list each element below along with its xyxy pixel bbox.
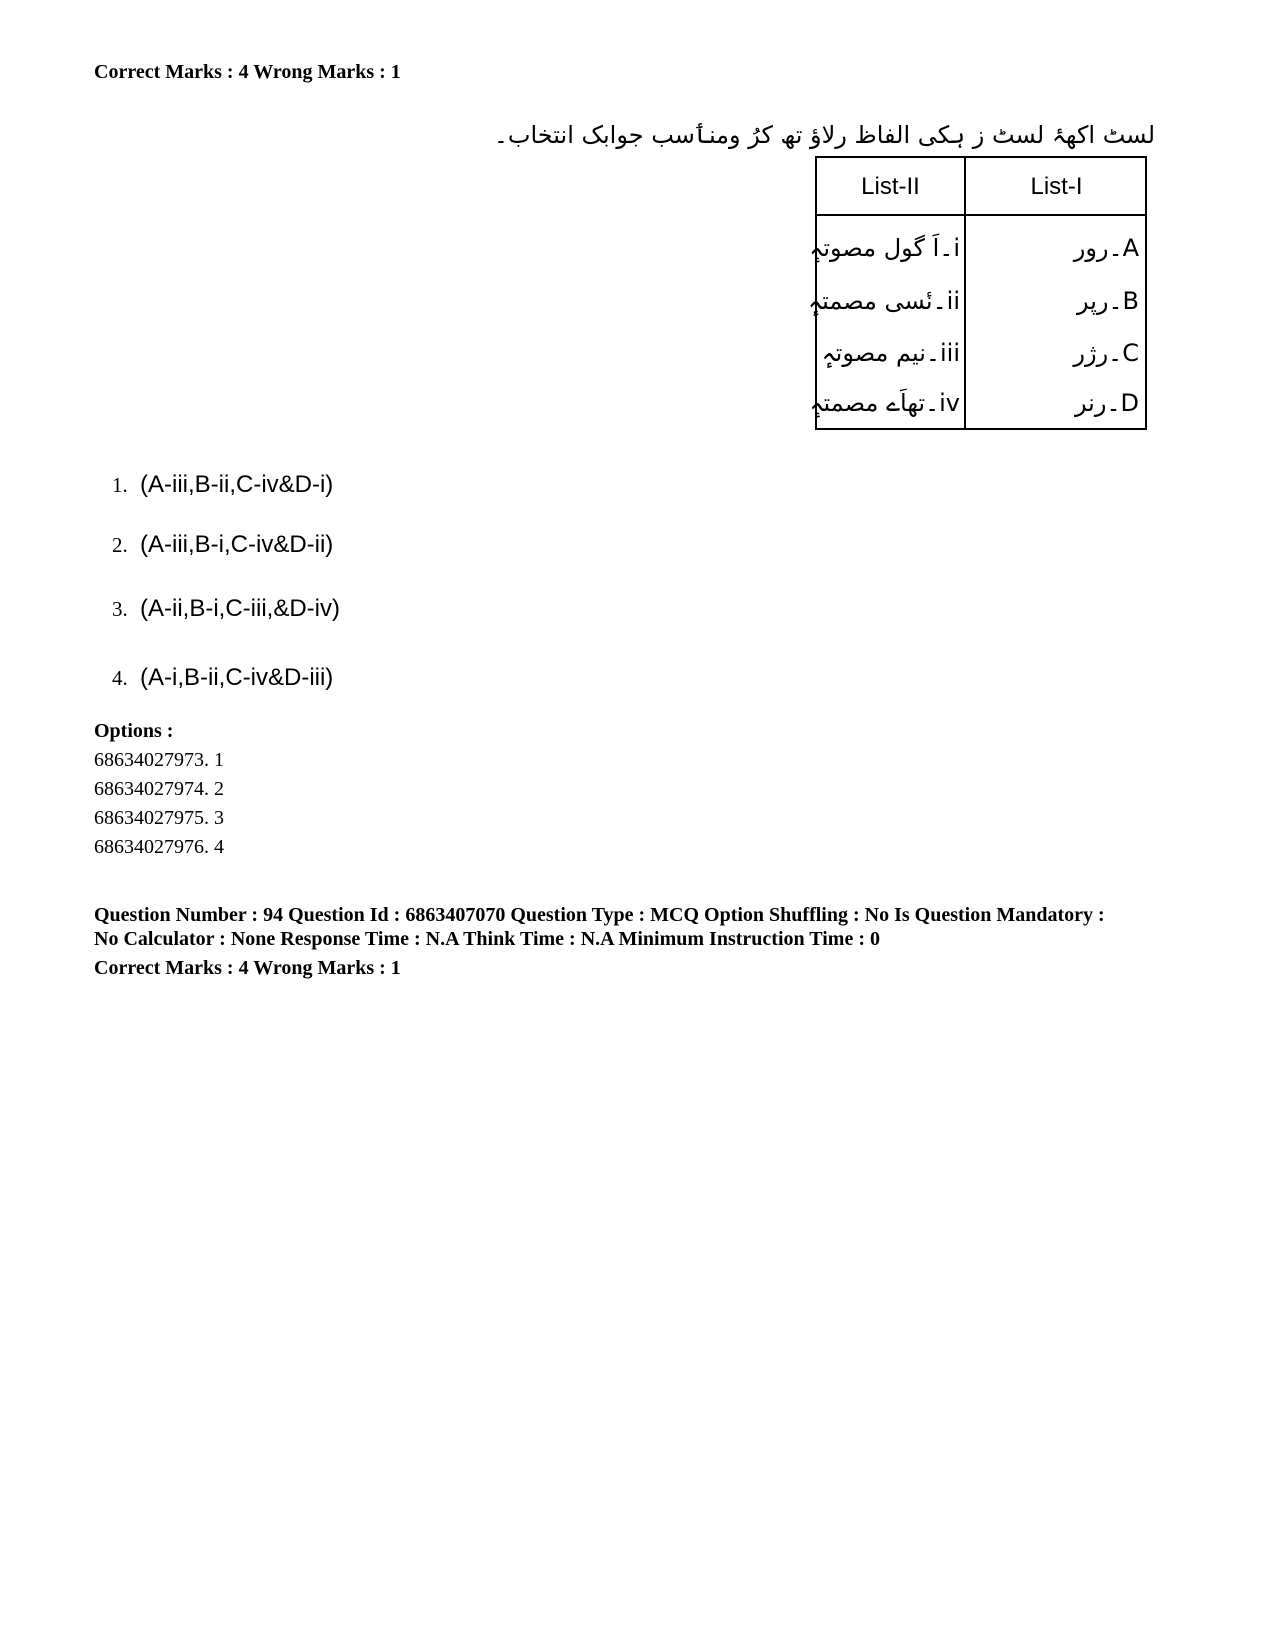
table-cell-list1-a: A۔رور [1073, 234, 1139, 262]
table-header-divider [817, 214, 1145, 216]
table-cell-list2-i: i۔اَ گول مصوتہٕ [809, 234, 960, 262]
option-id-line: 68634027973. 1 [94, 749, 224, 771]
answer-choice-number: 4. [112, 666, 128, 690]
answer-choice-text: (A-iii,B-i,C-iv&D-ii) [140, 531, 334, 558]
question-instruction: لسٹ اکھۂ لسٹ ز ہکی الفاظ رلاؤ تھ کرُ ومنٲسب جوابک انتخاب۔ [493, 121, 1155, 149]
answer-choice-number: 2. [112, 533, 128, 557]
question-info-line: No Calculator : None Response Time : N.A Think Time : N.A Minimum Instruction Time : 0 [94, 928, 880, 950]
option-id-line: 68634027974. 2 [94, 778, 224, 800]
answer-choice-text: (A-i,B-ii,C-iv&D-iii) [140, 664, 334, 691]
table-cell-list1-c: C۔رژر [1073, 339, 1139, 367]
answer-choice [112, 595, 340, 623]
options-label: Options : [94, 720, 174, 742]
table-cell-list1-b: B۔رپر [1076, 287, 1139, 315]
answer-choice [112, 531, 333, 559]
answer-choice [112, 471, 333, 499]
table-cell-list1-d: D۔رنر [1074, 389, 1139, 417]
marks-line: Correct Marks : 4 Wrong Marks : 1 [94, 61, 401, 83]
answer-choice-text: (A-ii,B-i,C-iii,&D-iv) [140, 595, 340, 622]
answer-choice-number: 3. [112, 597, 128, 621]
table-cell-list2-ii: ii۔نٔسی مصمتہٕ [808, 287, 960, 315]
option-id-line: 68634027976. 4 [94, 836, 224, 858]
match-table [808, 156, 1147, 430]
answer-choice [112, 664, 333, 692]
answer-choice-number: 1. [112, 473, 128, 497]
table-header-list-1: List-I [1030, 173, 1083, 200]
table-header-list-2: List-II [861, 173, 920, 200]
answer-choice-text: (A-iii,B-ii,C-iv&D-i) [140, 471, 334, 498]
table-cell-list2-iv: iv۔تھاَے مصمتہٕ [809, 389, 960, 417]
question-info-line: Question Number : 94 Question Id : 6863407070 Question Type : MCQ Option Shuffling : No Is Question Mandatory : [94, 904, 1105, 926]
marks-line: Correct Marks : 4 Wrong Marks : 1 [94, 957, 401, 979]
table-cell-list2-iii: iii۔نیم مصوتہٕ [821, 339, 960, 367]
option-id-line: 68634027975. 3 [94, 807, 224, 829]
